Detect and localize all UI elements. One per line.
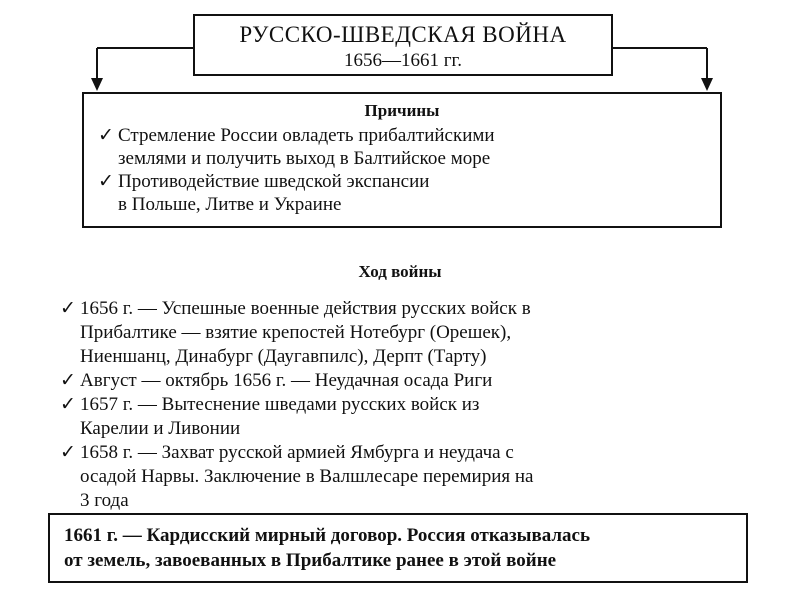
course-item bbox=[60, 441, 760, 513]
arrowhead-left bbox=[91, 78, 103, 91]
diagram-title: РУССКО-ШВЕДСКАЯ ВОЙНА bbox=[239, 22, 567, 47]
causes-heading: Причины bbox=[364, 101, 440, 120]
checkmark-icon: ✓ bbox=[98, 125, 114, 146]
cause-line: Противодействие шведской экспансии bbox=[118, 171, 430, 192]
arrowhead-right bbox=[701, 78, 713, 91]
course-line: осадой Нарвы. Заключение в Валшлесаре перемирия на bbox=[80, 466, 534, 487]
causes-box bbox=[82, 92, 722, 228]
cause-line: в Польше, Литве и Украине bbox=[118, 194, 342, 215]
checkmark-icon: ✓ bbox=[98, 171, 114, 192]
treaty-line: 1661 г. — Кардисский мирный договор. Россия отказывалась bbox=[64, 525, 591, 546]
cause-line: Стремление России овладеть прибалтийскими bbox=[118, 125, 495, 146]
course-line: Ниеншанц, Динабург (Даугавпилс), Дерпт (Тарту) bbox=[80, 346, 487, 367]
course-line: Карелии и Ливонии bbox=[80, 418, 241, 439]
course-item bbox=[60, 297, 760, 369]
checkmark-icon: ✓ bbox=[60, 394, 76, 415]
treaty-box bbox=[48, 513, 748, 583]
course-item bbox=[60, 369, 760, 393]
course-line: Август — октябрь 1656 г. — Неудачная осада Риги bbox=[80, 370, 493, 391]
course-item bbox=[60, 393, 760, 441]
cause-item bbox=[98, 170, 429, 216]
course-heading: Ход войны bbox=[358, 262, 442, 281]
title-box bbox=[193, 14, 613, 76]
checkmark-icon: ✓ bbox=[60, 370, 76, 391]
checkmark-icon: ✓ bbox=[60, 298, 76, 319]
course-line: Прибалтике — взятие крепостей Нотебург (Орешек), bbox=[80, 322, 512, 343]
treaty-text bbox=[64, 523, 738, 573]
diagram-date-range: 1656—1661 гг. bbox=[344, 50, 462, 71]
course-line: 1658 г. — Захват русской армией Ямбурга и неудача с bbox=[80, 442, 514, 463]
course-line: 3 года bbox=[80, 490, 129, 511]
course-line: 1657 г. — Вытеснение шведами русских войск из bbox=[80, 394, 480, 415]
checkmark-icon: ✓ bbox=[60, 442, 76, 463]
cause-line: землями и получить выход в Балтийское море bbox=[118, 148, 491, 169]
treaty-line: от земель, завоеванных в Прибалтике ранее в этой войне bbox=[64, 550, 557, 571]
course-line: 1656 г. — Успешные военные действия русских войск в bbox=[80, 298, 531, 319]
cause-item bbox=[98, 124, 495, 170]
